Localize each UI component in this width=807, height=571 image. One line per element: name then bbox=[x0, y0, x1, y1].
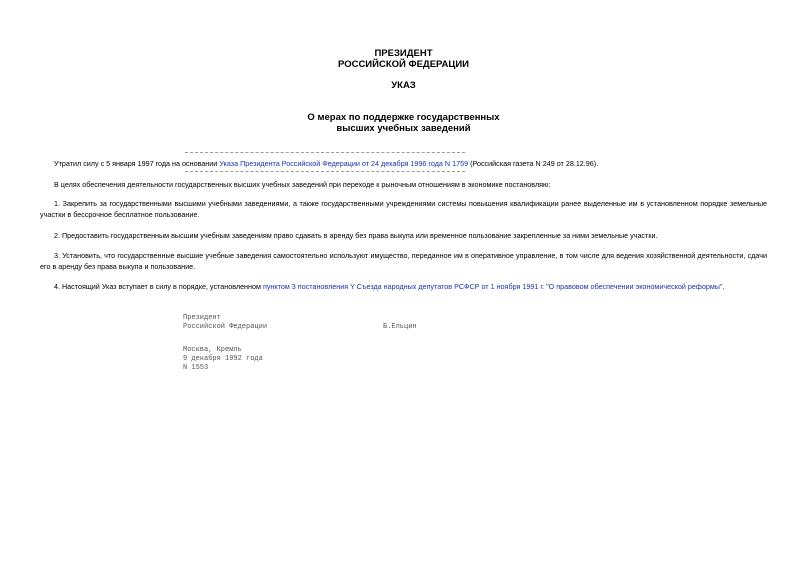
status-suffix: (Российская газета N 249 от 28.12.96). bbox=[468, 159, 599, 168]
clause-1: 1. Закрепить за государственными высшими учебными заведениями, а также государственными учреждениями системы повышения квалификации ранее выделенные им в установленном порядке земельные участки в бессрочное бесплатное пользование. bbox=[40, 199, 767, 219]
document-title-line-1: О мерах по поддержке государственных bbox=[307, 112, 500, 123]
signatory-title-line-1: Президент bbox=[183, 314, 221, 322]
issuer-country: РОССИЙСКОЙ ФЕДЕРАЦИИ bbox=[337, 59, 469, 70]
signing-date: 9 декабря 1992 года bbox=[183, 355, 263, 363]
document-type: УКАЗ bbox=[391, 80, 416, 91]
preamble: В целях обеспечения деятельности государственных высших учебных заведений при переходе к рыночным отношениям в экономике постановляю: bbox=[54, 180, 551, 189]
clause-3: 3. Установить, что государственные высшие учебные заведения самостоятельно используют имущество, переданное им в оперативное управление, в том числе для ведения хозяйственной деятельности, сдачи его в аренду без права выкупа и пользование. bbox=[40, 251, 767, 271]
clause-2: 2. Предоставить государственным высшим учебным заведениям право сдавать в аренду без права выкупа или временное пользование закрепленные за ними земельные участки. bbox=[54, 231, 658, 240]
signing-place: Москва, Кремль bbox=[183, 346, 242, 354]
clause-4 bbox=[40, 282, 767, 293]
decree-number: N 1553 bbox=[183, 364, 209, 372]
status-divider-top bbox=[185, 152, 465, 153]
issuer-title: ПРЕЗИДЕНТ bbox=[374, 48, 433, 59]
clause-4-suffix: . bbox=[722, 282, 725, 291]
status-divider-bottom bbox=[185, 171, 465, 172]
clause-4-prefix: 4. Настоящий Указ вступает в силу в порядке, установленном bbox=[54, 282, 263, 291]
document-title-line-2: высших учебных заведений bbox=[336, 123, 471, 134]
repeal-decree-link[interactable]: Указа Президента Российской Федерации от 24 декабря 1996 года N 1759 bbox=[219, 159, 469, 168]
congress-resolution-link[interactable]: пунктом 3 постановления Y Съезда народных депутатов РСФСР от 1 ноября 1991 г. "О правовом обеспечении экономической реформы" bbox=[262, 282, 723, 291]
signatory-name: Б.Ельцин bbox=[383, 323, 417, 331]
signatory-title-line-2: Российской Федерации bbox=[183, 323, 268, 331]
status-note bbox=[40, 159, 767, 170]
status-prefix: Утратил силу с 5 января 1997 года на основании bbox=[54, 159, 220, 168]
